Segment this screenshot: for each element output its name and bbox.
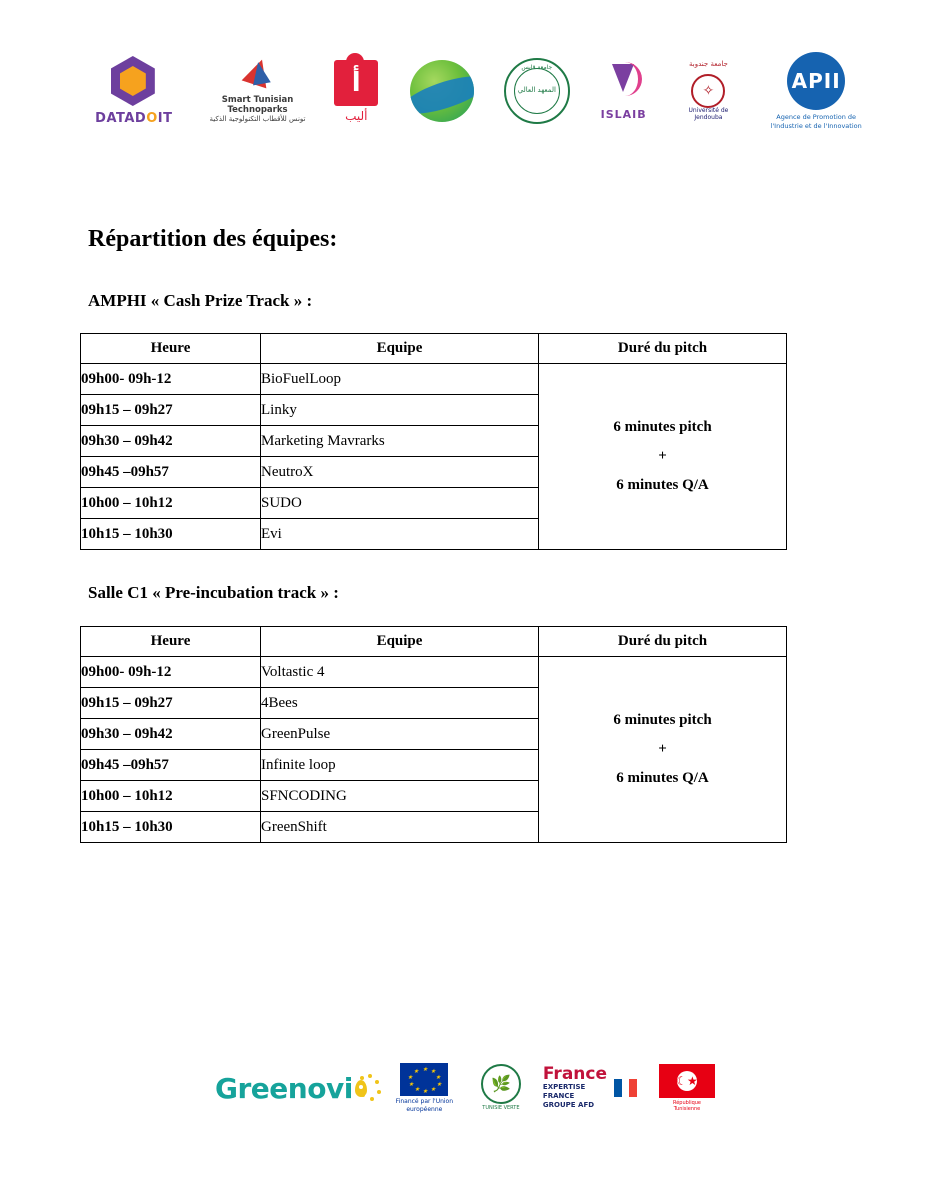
cell-team: Evi [261, 519, 539, 550]
france-subtitle: EXPERTISE FRANCE [542, 1083, 586, 1101]
university-french-text: Université de Jendouba [688, 107, 729, 121]
universite-jendouba-logo [673, 60, 745, 122]
triangle-icon [241, 59, 275, 93]
cell-pitch-duration [539, 364, 787, 550]
cell-time: 09h00- 09h-12 [81, 657, 261, 688]
cell-time: 10h00 – 10h12 [81, 781, 261, 812]
cell-team: BioFuelLoop [261, 364, 539, 395]
french-flag-icon [614, 1079, 637, 1097]
cell-team: 4Bees [261, 688, 539, 719]
university-core-icon: ✧ [691, 74, 725, 108]
university-seal-icon [677, 60, 739, 122]
cell-time: 09h00- 09h-12 [81, 364, 261, 395]
section-heading-salle-c1: Salle C1 « Pre-incubation track » : [88, 583, 339, 602]
column-header-duree: Duré du pitch [539, 627, 787, 657]
cell-team: NeutroX [261, 457, 539, 488]
column-header-duree: Duré du pitch [539, 334, 787, 364]
greenovi-logo [215, 1072, 368, 1105]
republique-tunisienne-logo [659, 1064, 715, 1112]
datadoit-text-highlight: O [146, 111, 158, 126]
footer-logo-strip [215, 1060, 715, 1116]
cell-time: 09h15 – 09h27 [81, 395, 261, 426]
alib-text: أليب [345, 108, 368, 123]
pitch-line-3: 6 minutes Q/A [616, 770, 709, 787]
s2t-subtitle: تونس للأقطاب التكنولوجية الذكية [209, 115, 306, 124]
islaib-text: ISLAIB [600, 107, 647, 121]
table-header-row [81, 334, 787, 364]
cell-time: 09h30 – 09h42 [81, 426, 261, 457]
datadoit-text-start: DATAD [95, 111, 147, 126]
cell-team: SUDO [261, 488, 539, 519]
column-header-equipe: Equipe [261, 627, 539, 657]
apii-caption: Agence de Promotion de l'Industrie et de l'Innovation [770, 113, 862, 130]
cell-pitch-duration [539, 657, 787, 843]
cell-team: GreenPulse [261, 719, 539, 750]
column-header-heure: Heure [81, 627, 261, 657]
expertise-france-logo [543, 1066, 637, 1109]
cell-team: Marketing Mavrarks [261, 426, 539, 457]
column-header-heure: Heure [81, 334, 261, 364]
france-title: France [542, 1064, 607, 1085]
pitch-line-2: + [658, 740, 667, 757]
cell-time: 10h00 – 10h12 [81, 488, 261, 519]
cell-team: Linky [261, 395, 539, 426]
expertise-france-block [543, 1066, 637, 1109]
cell-team: Infinite loop [261, 750, 539, 781]
green-globe-logo [403, 60, 481, 122]
pitch-line-1: 6 minutes pitch [613, 711, 712, 728]
column-header-equipe: Equipe [261, 334, 539, 364]
seal-arc-text: جامعة قابس [521, 64, 553, 71]
datadoit-text-end: IT [157, 111, 173, 126]
seal-icon [504, 58, 570, 124]
cell-time: 09h45 –09h57 [81, 750, 261, 781]
eu-funding-logo [390, 1063, 459, 1112]
schedule-table-amphi [80, 333, 787, 550]
pitch-line-2: + [658, 447, 667, 464]
cell-team: Voltastic 4 [261, 657, 539, 688]
eu-flag-icon: ★ ★ ★ ★ ★ ★ ★ ★ ★ ★ [400, 1063, 448, 1096]
cell-time: 10h15 – 10h30 [81, 812, 261, 843]
seal-inner-text: المعهد العالي [514, 68, 560, 114]
hexagon-icon [111, 56, 157, 106]
datadoit-wordmark [95, 111, 172, 126]
s2t-name: Smart Tunisian Technoparks [221, 94, 294, 115]
section-heading-amphi: AMPHI « Cash Prize Track » : [88, 291, 313, 310]
cell-time: 09h45 –09h57 [81, 457, 261, 488]
alib-glyph: ﺃ [351, 67, 361, 98]
greenovi-text: Greenovi [215, 1071, 353, 1105]
leaf-icon: 🌿 [481, 1064, 521, 1104]
cell-team: SFNCODING [261, 781, 539, 812]
islaib-logo [593, 62, 655, 121]
tunisian-flag-icon: ☾★ [659, 1064, 715, 1098]
university-arabic-text: جامعة جندوبة [689, 60, 728, 68]
apii-circle-icon: APII [787, 52, 845, 110]
dots-icon [358, 1074, 382, 1104]
pitch-line-3: 6 minutes Q/A [616, 477, 709, 494]
header-logo-strip [80, 48, 870, 134]
datadoit-logo [80, 56, 188, 126]
islaib-mark-icon [604, 62, 644, 106]
tunisie-verte-caption: TUNISIE VERTE [482, 1105, 520, 1112]
alib-logo [327, 60, 385, 123]
greenovi-wordmark [215, 1072, 368, 1105]
table-row [81, 364, 787, 395]
republique-tunisienne-caption: République Tunisienne [672, 1100, 702, 1112]
table-header-row [81, 627, 787, 657]
tunisie-verte-logo [481, 1064, 521, 1112]
cell-time: 09h15 – 09h27 [81, 688, 261, 719]
france-note: GROUPE AFD [542, 1100, 595, 1109]
table-row [81, 657, 787, 688]
cell-time: 10h15 – 10h30 [81, 519, 261, 550]
s2t-logo [206, 59, 310, 124]
page-title: Répartition des équipes: [88, 226, 338, 252]
eu-funding-caption: Financé par l'Union européenne [395, 1098, 454, 1113]
apii-logo [762, 52, 870, 129]
schedule-table-salle-c1 [80, 626, 787, 843]
cell-team: GreenShift [261, 812, 539, 843]
pitch-line-1: 6 minutes pitch [613, 418, 712, 435]
globe-icon [410, 60, 474, 122]
arabic-seal-logo [499, 58, 575, 124]
alib-mark-icon [334, 60, 378, 106]
cell-time: 09h30 – 09h42 [81, 719, 261, 750]
